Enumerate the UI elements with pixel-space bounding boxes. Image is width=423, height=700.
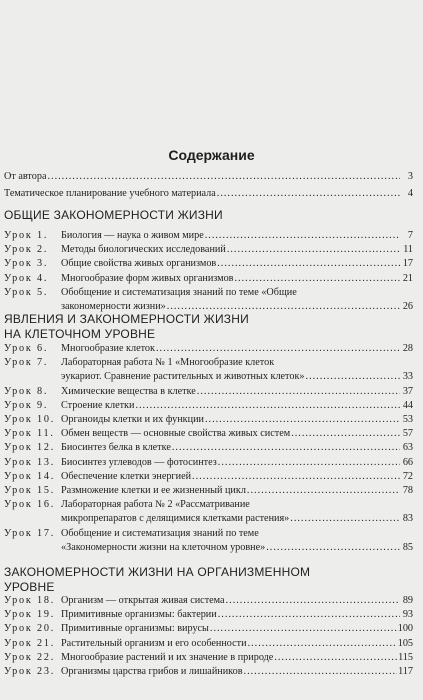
lesson-title-line: [61, 512, 413, 526]
lesson-title: «Закономерности жизни на клеточном уровне»: [61, 541, 266, 553]
lesson-entry: [4, 637, 413, 651]
intro-item-text: От автора: [4, 171, 47, 182]
dot-leader: [197, 385, 400, 399]
lesson-body: [61, 399, 413, 413]
dot-leader: [226, 594, 400, 608]
lesson-label: Урок 8.: [4, 385, 49, 397]
lesson-entry: [4, 498, 413, 526]
lesson-title-line: [61, 608, 413, 622]
lesson-label: Урок 16.: [4, 499, 56, 511]
page-number: 17: [402, 258, 413, 270]
lesson-title-line: [61, 456, 413, 470]
lesson-entry: [4, 356, 413, 384]
lesson-body: [61, 622, 413, 636]
lesson-label: Урок 12.: [4, 442, 56, 454]
lesson-title: Многообразие клеток: [61, 343, 155, 354]
lesson-title: Организмы царства грибов и лишайников: [61, 666, 243, 678]
lesson-title: Многообразие растений и их значение в природе: [61, 651, 274, 663]
lesson-entry: [4, 665, 413, 679]
lesson-entry: [4, 470, 413, 484]
lesson-list: [4, 342, 413, 555]
lesson-label: Урок 19.: [4, 609, 56, 621]
lesson-entry: [4, 484, 413, 498]
lesson-title-line: [61, 413, 413, 427]
intro-list: [4, 168, 413, 202]
lesson-title: Общие свойства живых организмов: [61, 258, 217, 270]
lesson-title-line: [61, 484, 413, 498]
lesson-title: Обеспечение клетки энергией: [61, 470, 192, 482]
lesson-title: Примитивные организмы: вирусы: [61, 623, 209, 635]
lesson-label: Урок 23.: [4, 666, 56, 678]
lesson-body: [61, 665, 413, 679]
lesson-title-line: [61, 272, 413, 286]
lesson-entry: [4, 385, 413, 399]
page-number: 66: [402, 456, 413, 468]
page-number: 89: [402, 595, 413, 606]
lesson-label: Урок 21.: [4, 637, 56, 649]
page-number: 100: [397, 623, 413, 635]
lesson-body: [61, 342, 413, 356]
page-number: 85: [402, 541, 413, 553]
lesson-title-line: [61, 665, 413, 679]
lesson-body: [61, 257, 413, 271]
dot-leader: [172, 441, 400, 455]
lesson-title: Обмен веществ — основные свойства живых систем: [61, 428, 291, 440]
lesson-label: Урок 1.: [4, 230, 49, 241]
page-number: 11: [403, 244, 413, 256]
lesson-body: [61, 286, 413, 314]
lesson-label: Урок 20.: [4, 623, 56, 635]
lesson-title-line: [61, 594, 413, 608]
lesson-list: [4, 594, 413, 679]
lesson-title: Биосинтез углеводов — фотосинтез: [61, 456, 217, 468]
page-number: 53: [402, 414, 413, 426]
lesson-label: Урок 14.: [4, 470, 56, 482]
lesson-title-line: [61, 541, 413, 555]
lesson-entry: [4, 441, 413, 455]
page-title: Содержание: [168, 147, 255, 163]
lesson-label: Урок 2.: [4, 244, 49, 256]
lesson-title: Многообразие форм живых организмов: [61, 272, 234, 284]
lesson-label: Урок 3.: [4, 258, 49, 270]
dot-leader: [205, 229, 400, 243]
lesson-label: Урок 18.: [4, 595, 56, 606]
lesson-title: Методы биологических исследований: [61, 244, 226, 256]
lesson-entry: [4, 272, 413, 286]
lesson-entry: [4, 594, 413, 608]
lesson-title-line: [61, 243, 413, 257]
lesson-entry: [4, 243, 413, 257]
lesson-title-line: [61, 399, 413, 413]
lesson-label: Урок 17.: [4, 527, 56, 539]
lesson-title: Обобщение и систематизация знаний по теме: [61, 527, 259, 539]
lesson-entry: [4, 342, 413, 356]
lesson-title-line: [61, 385, 413, 399]
section-title-line: УРОВНЕ: [4, 580, 55, 594]
page-number: 28: [402, 343, 413, 354]
intro-item: [4, 185, 413, 202]
dot-leader: [156, 342, 400, 356]
lesson-title: Лабораторная работа № 2 «Рассматривание: [61, 499, 250, 511]
dot-leader: [210, 622, 397, 636]
intro-item-text: Тематическое планирование учебного материала: [4, 188, 216, 199]
lesson-label: Урок 5.: [4, 286, 49, 298]
lesson-label: Урок 10.: [4, 414, 56, 426]
page-number: 105: [397, 637, 413, 649]
lesson-title-line: [61, 637, 413, 651]
dot-leader: [218, 456, 400, 470]
lesson-label: Урок 13.: [4, 456, 56, 468]
page-number: 57: [402, 428, 413, 440]
dot-leader: [217, 185, 400, 202]
lesson-label: Урок 4.: [4, 272, 49, 284]
dot-leader: [306, 370, 400, 384]
lesson-body: [61, 637, 413, 651]
lesson-title: Биология — наука о живом мире: [61, 230, 204, 241]
page-number: 115: [398, 651, 413, 663]
lesson-entry: [4, 608, 413, 622]
lesson-body: [61, 594, 413, 608]
lesson-label: Урок 15.: [4, 485, 56, 497]
page-number: 37: [402, 385, 413, 397]
lesson-title-line: [61, 427, 413, 441]
lesson-entry: [4, 413, 413, 427]
section-title-line: ЗАКОНОМЕРНОСТИ ЖИЗНИ НА ОРГАНИЗМЕННОМ: [4, 565, 311, 579]
lesson-title-line: [61, 342, 413, 356]
lesson-entry: [4, 651, 413, 665]
lesson-title: Растительный организм и его особенности: [61, 637, 247, 649]
section-title-line: НА КЛЕТОЧНОМ УРОВНЕ: [4, 327, 156, 341]
lesson-title-line: [61, 527, 413, 541]
lesson-title: эукариот. Сравнение растительных и животных клеток»: [61, 371, 305, 383]
lesson-entry: [4, 399, 413, 413]
lesson-title-line: [61, 257, 413, 271]
dot-leader: [218, 608, 400, 622]
page-number: 78: [402, 485, 413, 497]
lesson-label: Урок 9.: [4, 399, 49, 411]
lesson-body: [61, 413, 413, 427]
page-number: 72: [402, 470, 413, 482]
lesson-title: Строение клетки: [61, 399, 135, 411]
lesson-title-line: [61, 651, 413, 665]
lesson-title-line: [61, 356, 413, 370]
dot-leader: [290, 512, 400, 526]
lesson-body: [61, 243, 413, 257]
section-title: [0, 565, 412, 595]
lesson-title: Химические вещества в клетке: [61, 385, 196, 397]
lesson-title-line: [61, 470, 413, 484]
section-title-line: ОБЩИЕ ЗАКОНОМЕРНОСТИ ЖИЗНИ: [4, 208, 223, 222]
lesson-entry: [4, 229, 413, 243]
dot-leader: [227, 243, 400, 257]
lesson-label: Урок 6.: [4, 343, 49, 354]
lesson-body: [61, 484, 413, 498]
page-number: 4: [407, 188, 413, 199]
lesson-entry: [4, 456, 413, 470]
dot-leader: [135, 399, 400, 413]
dot-leader: [47, 168, 400, 185]
lesson-entry: [4, 622, 413, 636]
lesson-body: [61, 385, 413, 399]
lesson-body: [61, 608, 413, 622]
lesson-title-line: [61, 370, 413, 384]
section-title: [0, 312, 412, 342]
page-number: 83: [402, 513, 413, 525]
lesson-title-line: [61, 622, 413, 636]
lesson-title-line: [61, 498, 413, 512]
lesson-list: [4, 229, 413, 314]
lesson-body: [61, 356, 413, 384]
page-number: 3: [407, 171, 413, 182]
lesson-title: Размножение клетки и ее жизненный цикл: [61, 485, 246, 497]
dot-leader: [274, 651, 397, 665]
page-number: 21: [402, 272, 413, 284]
lesson-title: Биосинтез белка в клетке: [61, 442, 171, 454]
lesson-entry: [4, 286, 413, 314]
page-number: 7: [407, 230, 413, 241]
lesson-title: Органоиды клетки и их функции: [61, 414, 204, 426]
section-title: [0, 208, 412, 223]
lesson-title: Лабораторная работа № 1 «Многообразие клеток: [61, 357, 275, 369]
lesson-body: [61, 427, 413, 441]
dot-leader: [217, 257, 400, 271]
lesson-entry: [4, 257, 413, 271]
lesson-title-line: [61, 286, 413, 300]
intro-item: [4, 168, 413, 185]
lesson-title: Организм — открытая живая система: [61, 595, 225, 606]
page-number: 33: [402, 371, 413, 383]
lesson-title: закономерности жизни»: [61, 301, 166, 313]
lesson-body: [61, 470, 413, 484]
page-number: 44: [402, 399, 413, 411]
lesson-body: [61, 527, 413, 555]
lesson-title: Примитивные организмы: бактерии: [61, 609, 217, 621]
page-number: 93: [402, 609, 413, 621]
lesson-body: [61, 456, 413, 470]
lesson-body: [61, 272, 413, 286]
dot-leader: [244, 665, 398, 679]
lesson-body: [61, 229, 413, 243]
lesson-label: Урок 11.: [4, 428, 55, 440]
lesson-body: [61, 651, 413, 665]
lesson-title: Обобщение и систематизация знаний по теме «Общие: [61, 286, 297, 298]
page-number: 117: [398, 666, 413, 678]
section-title-line: ЯВЛЕНИЯ И ЗАКОНОМЕРНОСТИ ЖИЗНИ: [4, 312, 249, 326]
lesson-entry: [4, 527, 413, 555]
dot-leader: [247, 484, 400, 498]
page-number: 26: [402, 301, 413, 313]
lesson-label: Урок 7.: [4, 357, 49, 369]
lesson-body: [61, 498, 413, 526]
lesson-title: микропрепаратов с делящимися клетками растения»: [61, 513, 290, 525]
dot-leader: [192, 470, 400, 484]
dot-leader: [266, 541, 400, 555]
lesson-title-line: [61, 441, 413, 455]
dot-leader: [291, 427, 400, 441]
lesson-entry: [4, 427, 413, 441]
lesson-label: Урок 22.: [4, 651, 56, 663]
dot-leader: [248, 637, 397, 651]
dot-leader: [205, 413, 400, 427]
lesson-body: [61, 441, 413, 455]
lesson-title-line: [61, 229, 413, 243]
page-number: 63: [402, 442, 413, 454]
dot-leader: [235, 272, 401, 286]
